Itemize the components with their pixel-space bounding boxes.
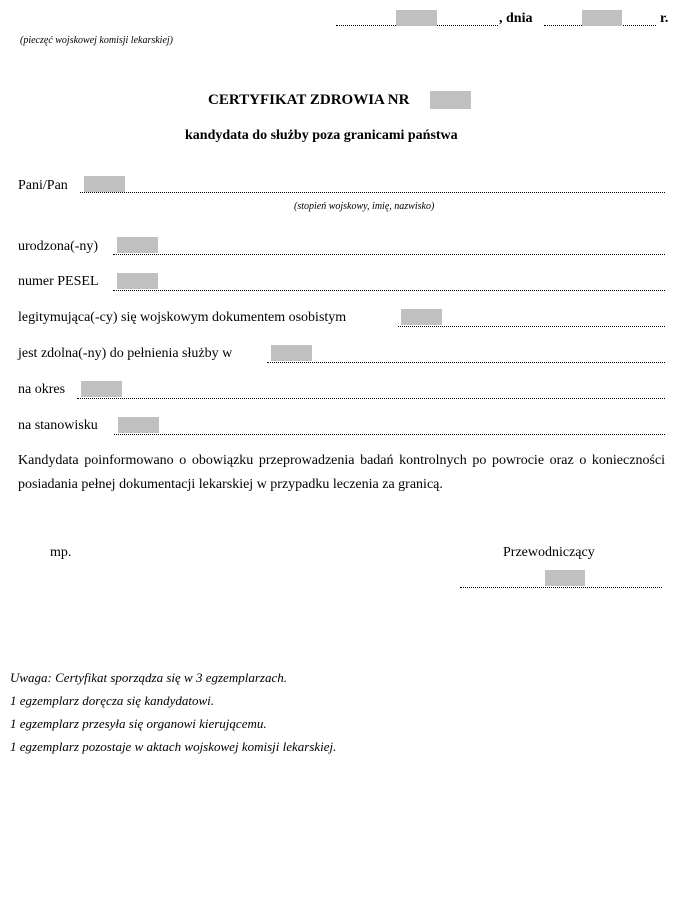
notes-block bbox=[10, 668, 336, 760]
date-prefix: , dnia bbox=[499, 11, 533, 26]
born-field-line[interactable] bbox=[113, 254, 665, 255]
name-field-line[interactable] bbox=[80, 192, 665, 193]
chairman-label: Przewodniczący bbox=[503, 545, 595, 560]
born-label: urodzona(-ny) bbox=[18, 239, 99, 254]
certificate-title: CERTYFIKAT ZDROWIA NR bbox=[208, 92, 410, 108]
period-label: na okres bbox=[18, 382, 66, 397]
chairman-signature-redaction bbox=[545, 570, 585, 586]
pesel-label: numer PESEL bbox=[18, 274, 99, 289]
stamp-caption: (pieczęć wojskowej komisji lekarskiej) bbox=[20, 35, 174, 46]
name-redaction bbox=[84, 176, 125, 192]
pesel-redaction bbox=[117, 273, 158, 289]
fit-for-service-field-line[interactable] bbox=[267, 362, 665, 363]
name-label: Pani/Pan bbox=[18, 178, 68, 193]
date-redaction bbox=[582, 10, 622, 26]
id-document-field-line[interactable] bbox=[398, 326, 665, 327]
stamp-place-label: mp. bbox=[50, 545, 72, 560]
certificate-number-redaction bbox=[430, 91, 471, 109]
name-caption: (stopień wojskowy, imię, nazwisko) bbox=[294, 201, 435, 212]
note-line: Uwaga: Certyfikat sporządza się w 3 egzemplarzach. bbox=[10, 670, 287, 685]
note-line: 1 egzemplarz doręcza się kandydatowi. bbox=[10, 693, 215, 708]
place-redaction bbox=[396, 10, 437, 26]
period-field-line[interactable] bbox=[77, 398, 665, 399]
fit-for-service-label: jest zdolna(-ny) do pełnienia służby w bbox=[18, 346, 233, 361]
year-suffix: r. bbox=[660, 11, 669, 26]
chairman-signature-line[interactable] bbox=[460, 587, 662, 588]
period-redaction bbox=[81, 381, 122, 397]
fit-for-service-redaction bbox=[271, 345, 312, 361]
position-redaction bbox=[118, 417, 159, 433]
position-label: na stanowisku bbox=[18, 418, 98, 433]
id-document-label: legitymująca(-cy) się wojskowym dokumentem osobistym bbox=[18, 310, 347, 325]
certificate-subtitle: kandydata do służby poza granicami państwa bbox=[185, 128, 458, 143]
id-document-redaction bbox=[401, 309, 442, 325]
note-line: 1 egzemplarz przesyła się organowi kierującemu. bbox=[10, 716, 267, 731]
note-line: 1 egzemplarz pozostaje w aktach wojskowej komisji lekarskiej. bbox=[10, 739, 337, 754]
information-paragraph: Kandydata poinformowano o obowiązku przeprowadzenia badań kontrolnych po powrocie oraz o konieczności posiadania pełnej dokumentacji lekarskiej w przypadku leczenia za granicą. bbox=[18, 453, 665, 492]
position-field-line[interactable] bbox=[114, 434, 665, 435]
pesel-field-line[interactable] bbox=[113, 290, 665, 291]
born-redaction bbox=[117, 237, 158, 253]
